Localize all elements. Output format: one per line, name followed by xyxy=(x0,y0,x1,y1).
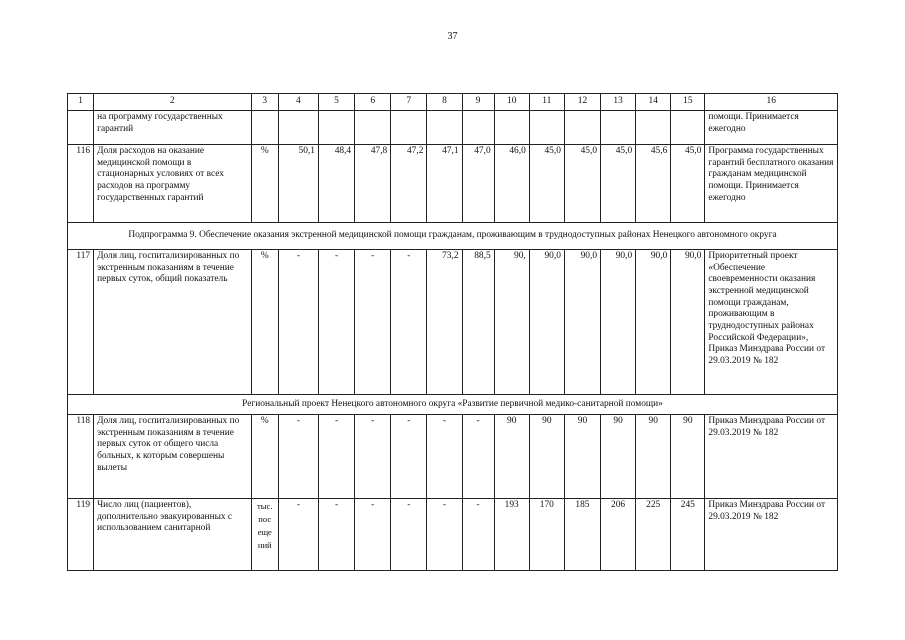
value-cell: - xyxy=(391,250,427,395)
indicator-name: Доля расходов на оказание медицинской помощи в стационарных условиях от всех расходов на программу государственных гарантий xyxy=(94,145,252,223)
value-cell: - xyxy=(355,499,391,571)
value-cell: 45,0 xyxy=(601,145,636,223)
value-cell xyxy=(494,111,529,145)
header-cell: 15 xyxy=(671,94,705,111)
value-cell xyxy=(636,111,671,145)
header-cell: 2 xyxy=(94,94,252,111)
note-cell: Программа государственных гарантий бесплатного оказания гражданам медицинской помощи. Принимается ежегодно xyxy=(705,145,838,223)
value-cell: 90 xyxy=(494,415,529,499)
table-row xyxy=(68,145,838,223)
value-cell: 225 xyxy=(636,499,671,571)
header-cell: 12 xyxy=(564,94,600,111)
header-cell: 14 xyxy=(636,94,671,111)
indicator-name: Число лиц (пациентов), дополнительно эвакуированных с использованием санитарной xyxy=(94,499,252,571)
value-cell: 90,0 xyxy=(564,250,600,395)
section-row xyxy=(68,223,838,250)
indicator-name: на программу государственных гарантий xyxy=(94,111,252,145)
value-cell: 90 xyxy=(671,415,705,499)
value-cell: 50,1 xyxy=(278,145,318,223)
section-title: Региональный проект Ненецкого автономного округа «Развитие первичной медико-санитарной помощи» xyxy=(68,395,838,415)
note-cell: Приказ Минздрава России от 29.03.2019 № 182 xyxy=(705,415,838,499)
row-number-cell: 119 xyxy=(68,499,94,571)
value-cell xyxy=(601,111,636,145)
header-cell: 5 xyxy=(318,94,354,111)
value-cell: - xyxy=(318,499,354,571)
value-cell: 73,2 xyxy=(427,250,462,395)
header-cell: 13 xyxy=(601,94,636,111)
value-cell: 90,0 xyxy=(636,250,671,395)
value-cell: 47,0 xyxy=(462,145,494,223)
note-cell: Приказ Минздрава России от 29.03.2019 № 182 xyxy=(705,499,838,571)
row-number-cell: 118 xyxy=(68,415,94,499)
value-cell: - xyxy=(355,415,391,499)
value-cell: 88,5 xyxy=(462,250,494,395)
unit-cell xyxy=(251,111,278,145)
value-cell: 46,0 xyxy=(494,145,529,223)
section-title: Подпрограмма 9. Обеспечение оказания экстренной медицинской помощи гражданам, проживающим в труднодоступных районах Ненецкого автономного округа xyxy=(68,223,838,250)
value-cell: - xyxy=(318,415,354,499)
header-cell: 11 xyxy=(529,94,564,111)
header-cell: 1 xyxy=(68,94,94,111)
header-cell: 8 xyxy=(427,94,462,111)
value-cell: 90 xyxy=(564,415,600,499)
table-row xyxy=(68,250,838,395)
unit-cell: % xyxy=(251,145,278,223)
value-cell: 45,6 xyxy=(636,145,671,223)
value-cell: 45,0 xyxy=(529,145,564,223)
section-row xyxy=(68,395,838,415)
value-cell xyxy=(278,111,318,145)
header-cell: 16 xyxy=(705,94,838,111)
value-cell: - xyxy=(462,415,494,499)
table-row xyxy=(68,499,838,571)
page-number: 37 xyxy=(447,31,458,42)
value-cell: - xyxy=(391,415,427,499)
value-cell xyxy=(671,111,705,145)
value-cell: - xyxy=(427,415,462,499)
value-cell: 185 xyxy=(564,499,600,571)
table-row xyxy=(68,415,838,499)
value-cell: 45,0 xyxy=(564,145,600,223)
row-number-cell: 117 xyxy=(68,250,94,395)
unit-text: тыс. посещений xyxy=(257,501,273,550)
header-row xyxy=(68,94,838,111)
value-cell: 245 xyxy=(671,499,705,571)
value-cell: 90 xyxy=(601,415,636,499)
value-cell: - xyxy=(318,250,354,395)
value-cell xyxy=(391,111,427,145)
value-cell: 47,1 xyxy=(427,145,462,223)
value-cell: 47,2 xyxy=(391,145,427,223)
value-cell: - xyxy=(278,250,318,395)
value-cell: - xyxy=(278,499,318,571)
value-cell xyxy=(355,111,391,145)
value-cell: 90,0 xyxy=(529,250,564,395)
value-cell: - xyxy=(462,499,494,571)
unit-cell: % xyxy=(251,250,278,395)
header-cell: 9 xyxy=(462,94,494,111)
value-cell: 90 xyxy=(636,415,671,499)
value-cell: 193 xyxy=(494,499,529,571)
header-cell: 6 xyxy=(355,94,391,111)
value-cell: - xyxy=(278,415,318,499)
value-cell: 90, xyxy=(494,250,529,395)
value-cell xyxy=(462,111,494,145)
value-cell: 90,0 xyxy=(601,250,636,395)
row-number-cell: 116 xyxy=(68,145,94,223)
value-cell xyxy=(427,111,462,145)
value-cell xyxy=(529,111,564,145)
value-cell: 90 xyxy=(529,415,564,499)
value-cell: 45,0 xyxy=(671,145,705,223)
continuation-row xyxy=(68,111,838,145)
value-cell: 90,0 xyxy=(671,250,705,395)
unit-cell: % xyxy=(251,415,278,499)
unit-cell xyxy=(251,499,278,571)
indicator-name: Доля лиц, госпитализированных по экстренным показаниям в течение первых суток от общего числа больных, к которым совершены вылеты xyxy=(94,415,252,499)
note-cell: помощи. Принимается ежегодно xyxy=(705,111,838,145)
row-number-cell xyxy=(68,111,94,145)
value-cell: - xyxy=(427,499,462,571)
value-cell xyxy=(564,111,600,145)
value-cell: - xyxy=(391,499,427,571)
note-cell: Приоритетный проект «Обеспечение своевременности оказания экстренной медицинской помощи гражданам, проживающим в труднодоступных районах Российской Федерации», Приказ Минздрава России от 29.03.2019 № 182 xyxy=(705,250,838,395)
value-cell: 170 xyxy=(529,499,564,571)
header-cell: 4 xyxy=(278,94,318,111)
indicator-name: Доля лиц, госпитализированных по экстренным показаниям в течение первых суток, общий показатель xyxy=(94,250,252,395)
header-cell: 7 xyxy=(391,94,427,111)
value-cell xyxy=(318,111,354,145)
value-cell: 47,8 xyxy=(355,145,391,223)
indicators-table xyxy=(67,93,838,571)
value-cell: - xyxy=(355,250,391,395)
header-cell: 10 xyxy=(494,94,529,111)
value-cell: 48,4 xyxy=(318,145,354,223)
header-cell: 3 xyxy=(251,94,278,111)
value-cell: 206 xyxy=(601,499,636,571)
